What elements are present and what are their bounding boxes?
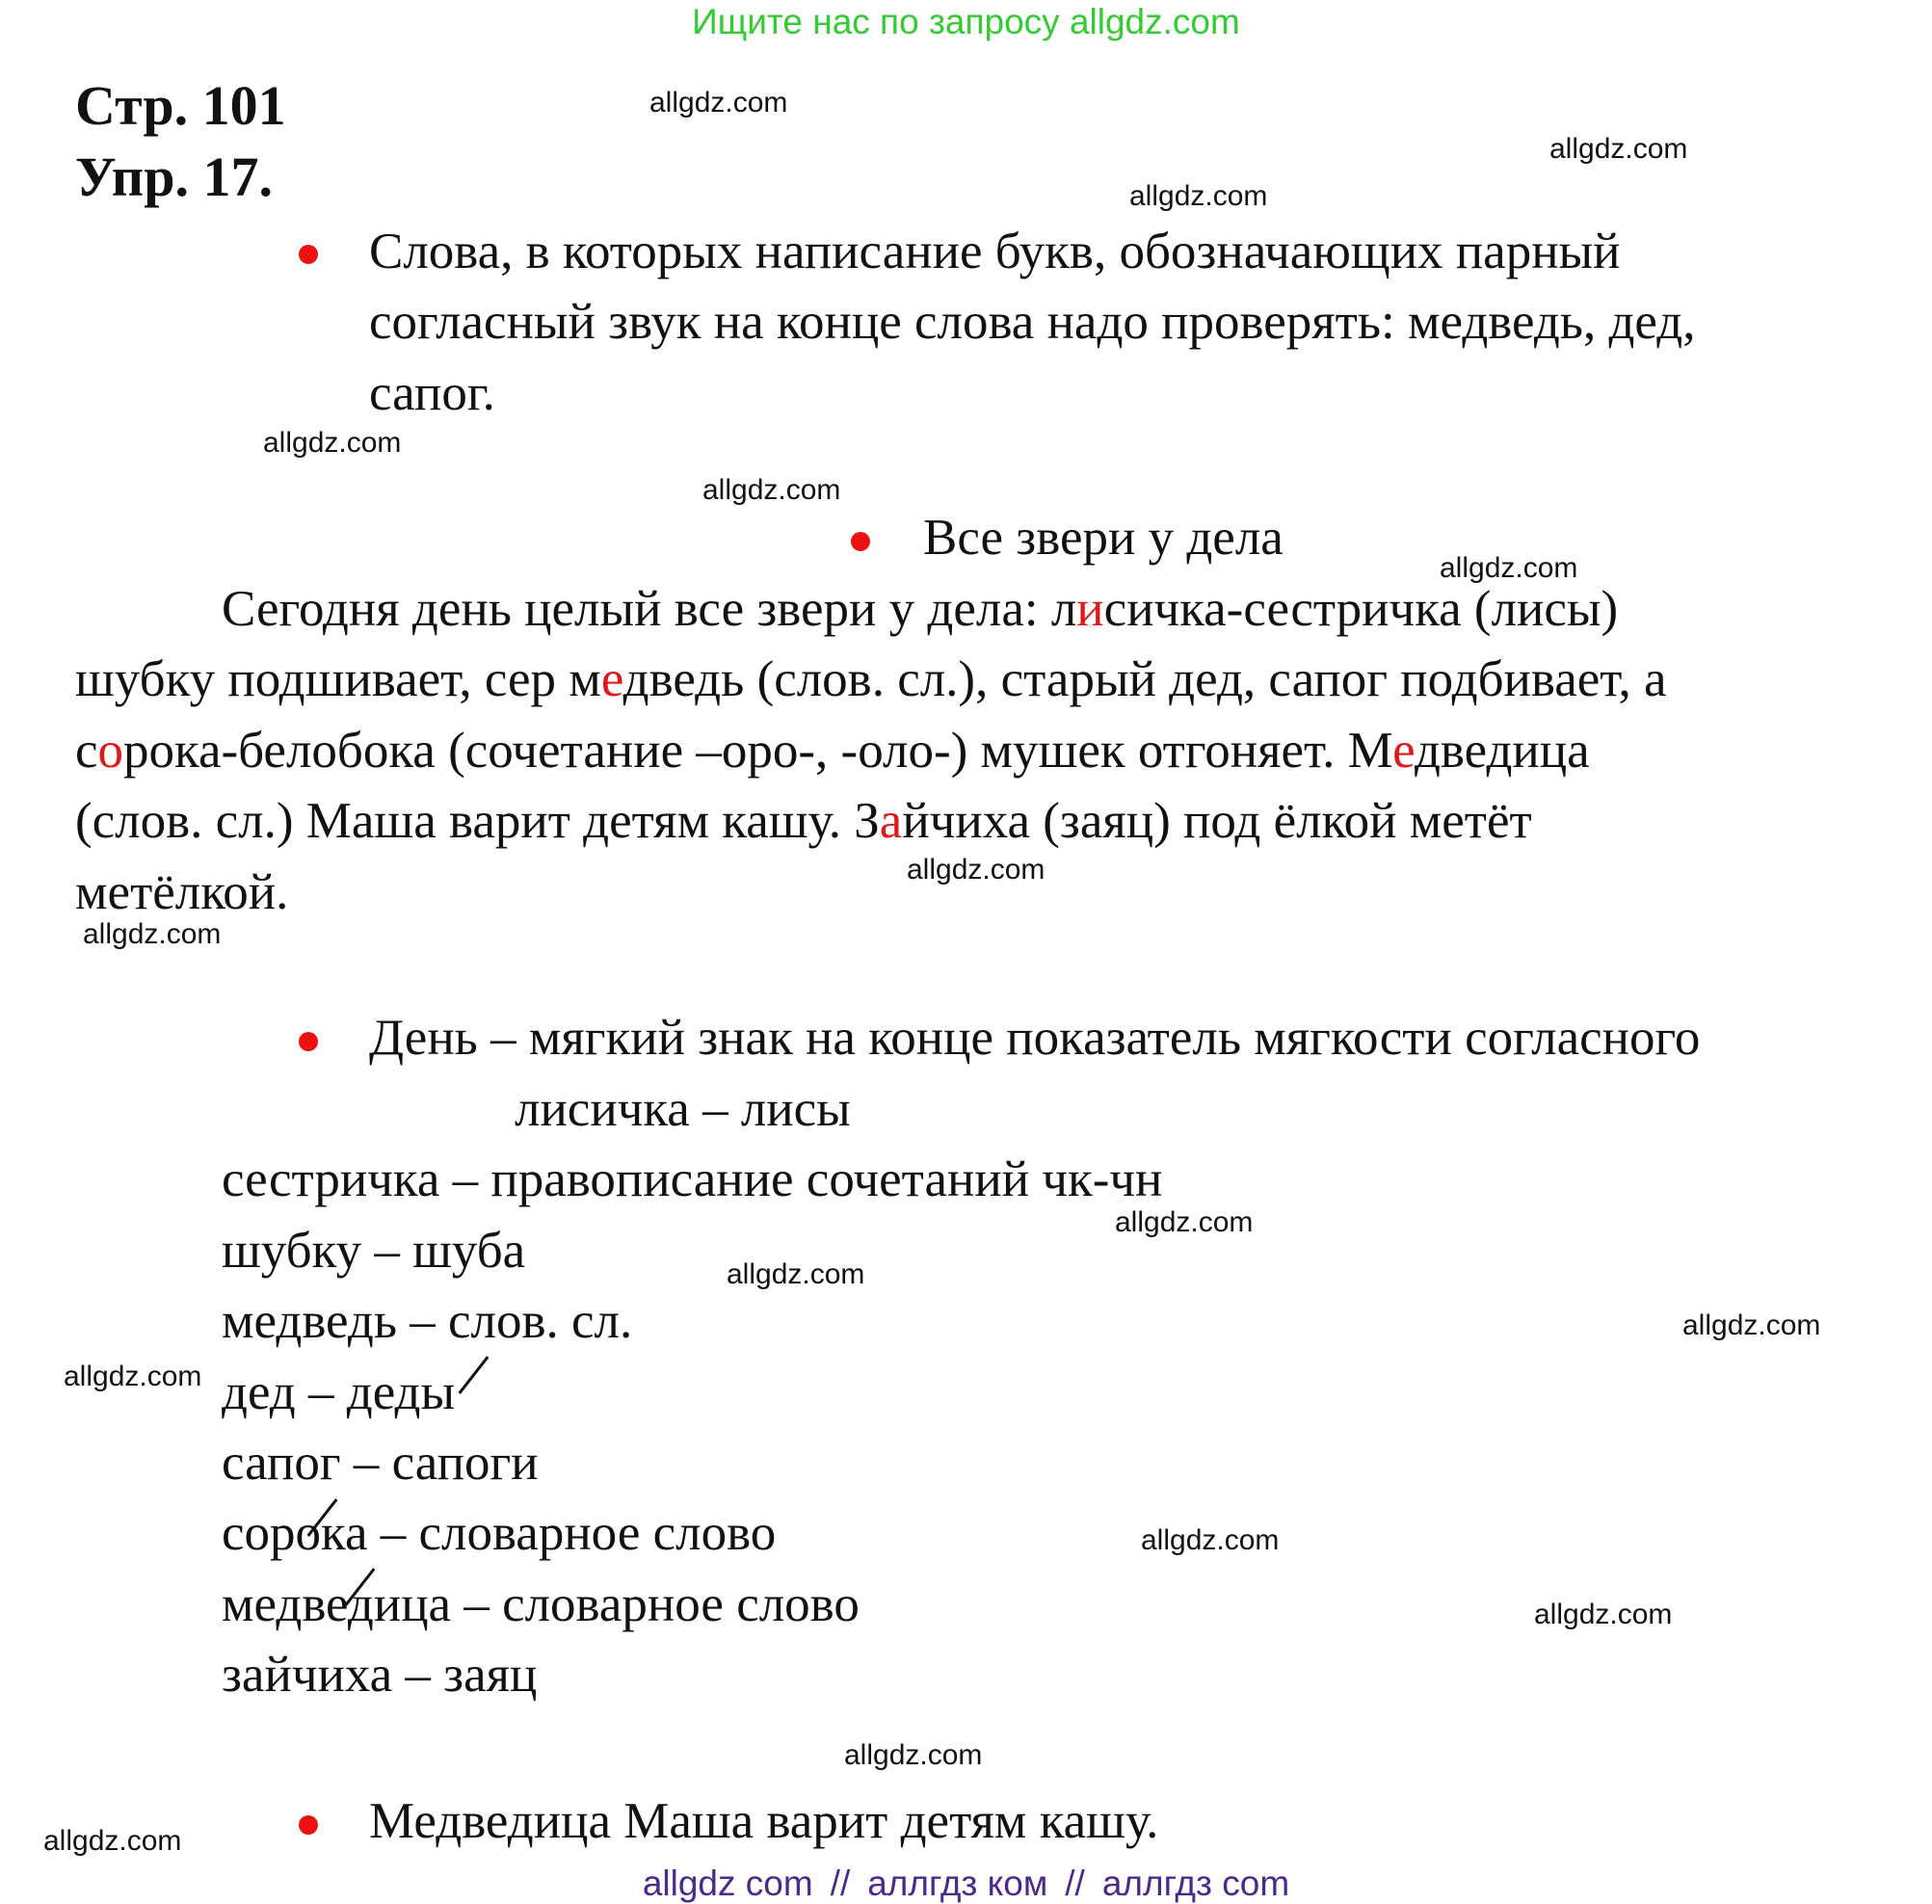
section4-text: Медведица Маша варит детям кашу. — [369, 1793, 1159, 1849]
watermark: allgdz.com — [649, 87, 788, 119]
footer-separator: // — [1065, 1864, 1085, 1903]
bullet-icon — [299, 245, 318, 264]
footer-link[interactable]: allgdz com — [642, 1864, 813, 1903]
list-item: медведица – словарное слово — [222, 1576, 860, 1632]
watermark: allgdz.com — [727, 1258, 865, 1290]
top-banner: Ищите нас по запросу allgdz.com — [692, 2, 1240, 41]
list-item: дед – деды — [222, 1364, 456, 1420]
bullet-icon — [299, 1815, 318, 1835]
list-item: сапог – сапоги — [222, 1435, 539, 1491]
section2-paragraph-line5: метёлкой. — [75, 864, 289, 920]
section2-paragraph-line2: шубку подшивает, сер медведь (слов. сл.), старый дед, сапог подбивает, а — [75, 651, 1667, 707]
list-item: лисичка – лисы — [515, 1081, 851, 1137]
watermark: allgdz.com — [263, 427, 402, 459]
watermark: allgdz.com — [1141, 1524, 1280, 1556]
watermark: allgdz.com — [43, 1825, 182, 1857]
watermark: allgdz.com — [1682, 1309, 1821, 1341]
footer-link[interactable]: аллгдз ком — [867, 1864, 1048, 1903]
watermark: allgdz.com — [907, 854, 1045, 886]
exercise-heading: Упр. 17. — [75, 145, 273, 208]
watermark: allgdz.com — [1115, 1206, 1254, 1238]
bullet-icon — [851, 532, 870, 551]
watermark: allgdz.com — [64, 1361, 202, 1392]
watermark: allgdz.com — [1534, 1599, 1673, 1630]
section2-paragraph-line1: Сегодня день целый все звери у дела: лисичка-сестричка (лисы) — [222, 581, 1619, 637]
section1-line3: сапог. — [369, 365, 495, 421]
page-number-heading: Стр. 101 — [75, 74, 286, 137]
watermark: allgdz.com — [1440, 552, 1578, 584]
watermark: allgdz.com — [844, 1739, 983, 1771]
section3-title: День – мягкий знак на конце показатель мягкости согласного — [369, 1010, 1701, 1066]
list-item: медведь – слов. сл. — [222, 1293, 633, 1349]
section2-title: Все звери у дела — [923, 510, 1284, 566]
list-item: сорока – словарное слово — [222, 1505, 777, 1561]
footer-links — [0, 1864, 1932, 1904]
watermark: allgdz.com — [702, 474, 841, 506]
list-item: сестричка – правописание сочетаний чк-чн — [222, 1151, 1163, 1207]
section1-line1: Слова, в которых написание букв, обозначающих парный — [369, 224, 1621, 279]
list-item: зайчиха – заяц — [222, 1647, 538, 1703]
watermark: allgdz.com — [83, 918, 222, 950]
watermark: allgdz.com — [1129, 180, 1268, 212]
footer-link[interactable]: аллгдз com — [1101, 1864, 1290, 1903]
stress-mark — [459, 1356, 490, 1394]
footer-separator: // — [830, 1864, 851, 1903]
list-item: шубку – шуба — [222, 1223, 526, 1279]
watermark: allgdz.com — [1549, 133, 1688, 165]
section2-paragraph-line3: сорока-белобока (сочетание –оро-, -оло-) мушек отгоняет. Медведица — [75, 723, 1590, 779]
section2-paragraph-line4: (слов. сл.) Маша варит детям кашу. Зайчиха (заяц) под ёлкой метёт — [75, 793, 1532, 849]
bullet-icon — [299, 1032, 318, 1051]
section1-line2: согласный звук на конце слова надо проверять: медведь, дед, — [369, 294, 1696, 350]
